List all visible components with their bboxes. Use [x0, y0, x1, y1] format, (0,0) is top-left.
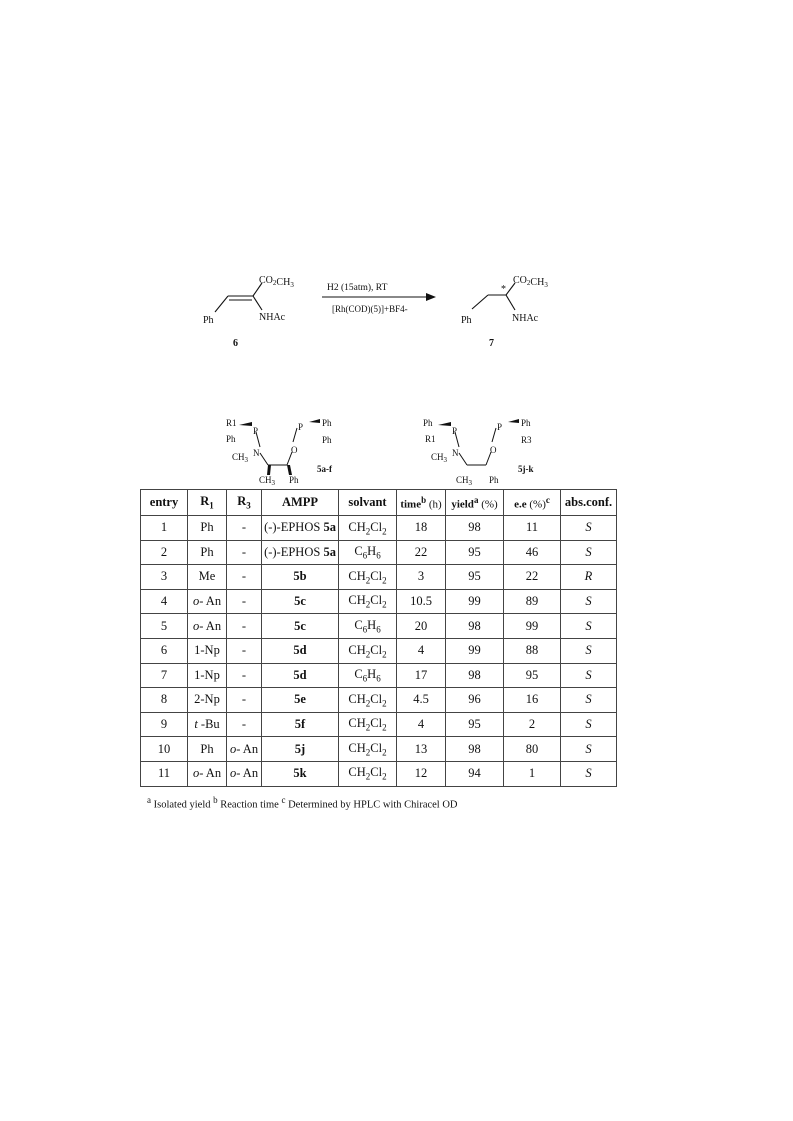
cell-time: 22: [397, 540, 446, 565]
cell-ee: 46: [504, 540, 561, 565]
cell-time: 3: [397, 565, 446, 590]
cell-entry: 3: [141, 565, 188, 590]
svg-text:Ph: Ph: [423, 418, 433, 428]
cell-solvant: $CH_2Cl_2$: [339, 589, 397, 614]
cell-solvant: $CH_2Cl_2$: [339, 565, 397, 590]
substrate-bond-amide: [253, 296, 262, 310]
cell-ee: 22: [504, 565, 561, 590]
product-label: 7: [489, 338, 494, 349]
cell-yield: 95: [446, 565, 504, 590]
header-ampp: AMPP: [262, 490, 339, 516]
results-table: [140, 489, 617, 787]
svg-text:R3: R3: [521, 435, 532, 445]
cell-abs-conf: R: [561, 565, 617, 590]
table-row: [141, 638, 617, 663]
table-row: [141, 688, 617, 713]
cell-ee: 80: [504, 737, 561, 762]
footnote-a-text: Isolated yield: [151, 799, 214, 811]
footnote-b-mark: b: [213, 795, 218, 805]
svg-text:Ph: Ph: [322, 418, 332, 428]
product-bond-4: [506, 295, 515, 310]
product-stereo-mark: *: [501, 284, 506, 295]
header-ee: e.e (%)$^c$: [504, 490, 561, 516]
cell-yield: 98: [446, 614, 504, 639]
svg-text:N: N: [452, 448, 459, 458]
condition-top: H2 (15atm), RT: [327, 283, 388, 293]
cell-r1: o- An: [188, 614, 227, 639]
cell-time: 18: [397, 516, 446, 541]
cell-entry: 4: [141, 589, 188, 614]
arrow-head: [426, 293, 436, 301]
footnote-c-mark: c: [281, 795, 286, 805]
cell-solvant: $CH_2Cl_2$: [339, 737, 397, 762]
cell-abs-conf: S: [561, 638, 617, 663]
cell-r3: o- An: [227, 761, 262, 786]
cell-entry: 5: [141, 614, 188, 639]
cell-abs-conf: S: [561, 688, 617, 713]
cell-r3: -: [227, 516, 262, 541]
cell-r1: t -Bu: [188, 712, 227, 737]
svg-text:CH3: $CH_3$: [259, 475, 276, 485]
svg-text:CH3: $CH_3$: [456, 475, 473, 485]
cell-ee: 99: [504, 614, 561, 639]
condition-bottom: [Rh(COD)(5)]+BF4-: [332, 304, 408, 314]
cell-ampp: 5b: [262, 565, 339, 590]
cell-r1: o- An: [188, 589, 227, 614]
table-footnote: [147, 795, 458, 811]
svg-text:5a-f: 5a-f: [317, 464, 332, 474]
cell-r1: 2-Np: [188, 688, 227, 713]
cell-entry: 9: [141, 712, 188, 737]
cell-abs-conf: S: [561, 589, 617, 614]
cell-solvant: $CH_2Cl_2$: [339, 638, 397, 663]
cell-ee: 89: [504, 589, 561, 614]
cell-entry: 2: [141, 540, 188, 565]
product-ph: Ph: [461, 315, 472, 326]
cell-abs-conf: S: [561, 712, 617, 737]
cell-abs-conf: S: [561, 737, 617, 762]
cell-entry: 6: [141, 638, 188, 663]
cell-ampp: 5f: [262, 712, 339, 737]
substrate-label: 6: [233, 338, 238, 349]
cell-abs-conf: S: [561, 663, 617, 688]
cell-ampp: 5j: [262, 737, 339, 762]
svg-text:P: P: [253, 426, 259, 436]
svg-text:R1: R1: [226, 418, 237, 428]
cell-yield: 99: [446, 638, 504, 663]
cell-yield: 95: [446, 540, 504, 565]
cell-abs-conf: S: [561, 540, 617, 565]
cell-r3: -: [227, 663, 262, 688]
cell-yield: 94: [446, 761, 504, 786]
cell-abs-conf: S: [561, 761, 617, 786]
header-time: time$^b$ (h): [397, 490, 446, 516]
cell-ampp: 5c: [262, 589, 339, 614]
cell-r1: o- An: [188, 761, 227, 786]
product-amide: NHAc: [512, 313, 539, 324]
cell-ee: 95: [504, 663, 561, 688]
svg-text:CH3: $CH_3$: [232, 452, 249, 464]
substrate-amide: NHAc: [259, 312, 286, 323]
cell-ee: 1: [504, 761, 561, 786]
product-bond-1: [472, 295, 488, 309]
cell-entry: 1: [141, 516, 188, 541]
cell-time: 10.5: [397, 589, 446, 614]
cell-entry: 8: [141, 688, 188, 713]
svg-text:Ph: Ph: [289, 475, 299, 485]
cell-r3: -: [227, 688, 262, 713]
reaction-scheme: [0, 0, 793, 360]
cell-solvant: $C_6H_6$: [339, 614, 397, 639]
cell-solvant: $C_6H_6$: [339, 540, 397, 565]
substrate-ph: Ph: [203, 315, 214, 326]
cell-yield: 95: [446, 712, 504, 737]
cell-ampp: 5e: [262, 688, 339, 713]
table-body: [141, 516, 617, 787]
table-row: [141, 712, 617, 737]
table-row: [141, 737, 617, 762]
cell-entry: 7: [141, 663, 188, 688]
cell-r1: Ph: [188, 540, 227, 565]
cell-time: 4.5: [397, 688, 446, 713]
cell-ee: 16: [504, 688, 561, 713]
svg-text:O: O: [291, 445, 298, 455]
header-solvant: solvant: [339, 490, 397, 516]
cell-r3: -: [227, 614, 262, 639]
cell-r1: 1-Np: [188, 638, 227, 663]
cell-r3: -: [227, 712, 262, 737]
svg-text:O: O: [490, 445, 497, 455]
cell-time: 12: [397, 761, 446, 786]
footnote-c-text: Determined by HPLC with Chiracel OD: [285, 799, 458, 811]
ligand-5a-f: [226, 418, 333, 485]
product-ester: $CO_2CH_3$: [513, 275, 548, 289]
svg-text:CH3: $CH_3$: [431, 452, 448, 464]
table-row: [141, 540, 617, 565]
header-yield: yield$^a$ (%): [446, 490, 504, 516]
cell-r3: -: [227, 540, 262, 565]
cell-ampp: 5c: [262, 614, 339, 639]
cell-yield: 96: [446, 688, 504, 713]
svg-text:5j-k: 5j-k: [518, 464, 534, 474]
cell-ampp: 5d: [262, 638, 339, 663]
table-header-row: [141, 490, 617, 516]
svg-text:R1: R1: [425, 434, 436, 444]
table-row: [141, 516, 617, 541]
svg-text:Ph: Ph: [521, 418, 531, 428]
header-entry: entry: [141, 490, 188, 516]
cell-ee: 2: [504, 712, 561, 737]
ligand-structures: [0, 405, 793, 485]
substrate-bond-ph: [215, 296, 228, 312]
cell-ee: 11: [504, 516, 561, 541]
table-row: [141, 589, 617, 614]
cell-solvant: $CH_2Cl_2$: [339, 688, 397, 713]
header-r1: $R_1$: [188, 490, 227, 516]
ligand-5j-k: [423, 418, 534, 485]
cell-yield: 99: [446, 589, 504, 614]
svg-text:Ph: Ph: [322, 435, 332, 445]
cell-ee: 88: [504, 638, 561, 663]
cell-r1: Ph: [188, 737, 227, 762]
cell-entry: 10: [141, 737, 188, 762]
table-row: [141, 614, 617, 639]
cell-solvant: $CH_2Cl_2$: [339, 761, 397, 786]
cell-time: 13: [397, 737, 446, 762]
cell-ampp: 5k: [262, 761, 339, 786]
footnote-b-text: Reaction time: [217, 799, 282, 811]
cell-time: 4: [397, 638, 446, 663]
cell-r1: 1-Np: [188, 663, 227, 688]
cell-abs-conf: S: [561, 614, 617, 639]
cell-solvant: $CH_2Cl_2$: [339, 516, 397, 541]
svg-text:P: P: [452, 426, 458, 436]
cell-r3: -: [227, 565, 262, 590]
cell-r1: Me: [188, 565, 227, 590]
cell-abs-conf: S: [561, 516, 617, 541]
cell-r1: Ph: [188, 516, 227, 541]
svg-text:P: P: [497, 422, 503, 432]
svg-text:P: P: [298, 422, 304, 432]
cell-entry: 11: [141, 761, 188, 786]
cell-solvant: $C_6H_6$: [339, 663, 397, 688]
header-abs-conf: abs.conf.: [561, 490, 617, 516]
cell-yield: 98: [446, 663, 504, 688]
cell-ampp: (-)-EPHOS 5a: [262, 516, 339, 541]
cell-yield: 98: [446, 516, 504, 541]
substrate-ester: $CO_2CH_3$: [259, 275, 294, 289]
cell-r3: -: [227, 589, 262, 614]
cell-time: 4: [397, 712, 446, 737]
table-row: [141, 761, 617, 786]
cell-r3: -: [227, 638, 262, 663]
table-row: [141, 565, 617, 590]
cell-time: 20: [397, 614, 446, 639]
cell-time: 17: [397, 663, 446, 688]
table-row: [141, 663, 617, 688]
svg-text:Ph: Ph: [226, 434, 236, 444]
header-r3: $R_3$: [227, 490, 262, 516]
cell-yield: 98: [446, 737, 504, 762]
cell-r3: o- An: [227, 737, 262, 762]
cell-ampp: 5d: [262, 663, 339, 688]
cell-ampp: (-)-EPHOS 5a: [262, 540, 339, 565]
cell-solvant: $CH_2Cl_2$: [339, 712, 397, 737]
footnote-a-mark: a: [147, 795, 151, 805]
svg-text:N: N: [253, 448, 260, 458]
svg-text:Ph: Ph: [489, 475, 499, 485]
